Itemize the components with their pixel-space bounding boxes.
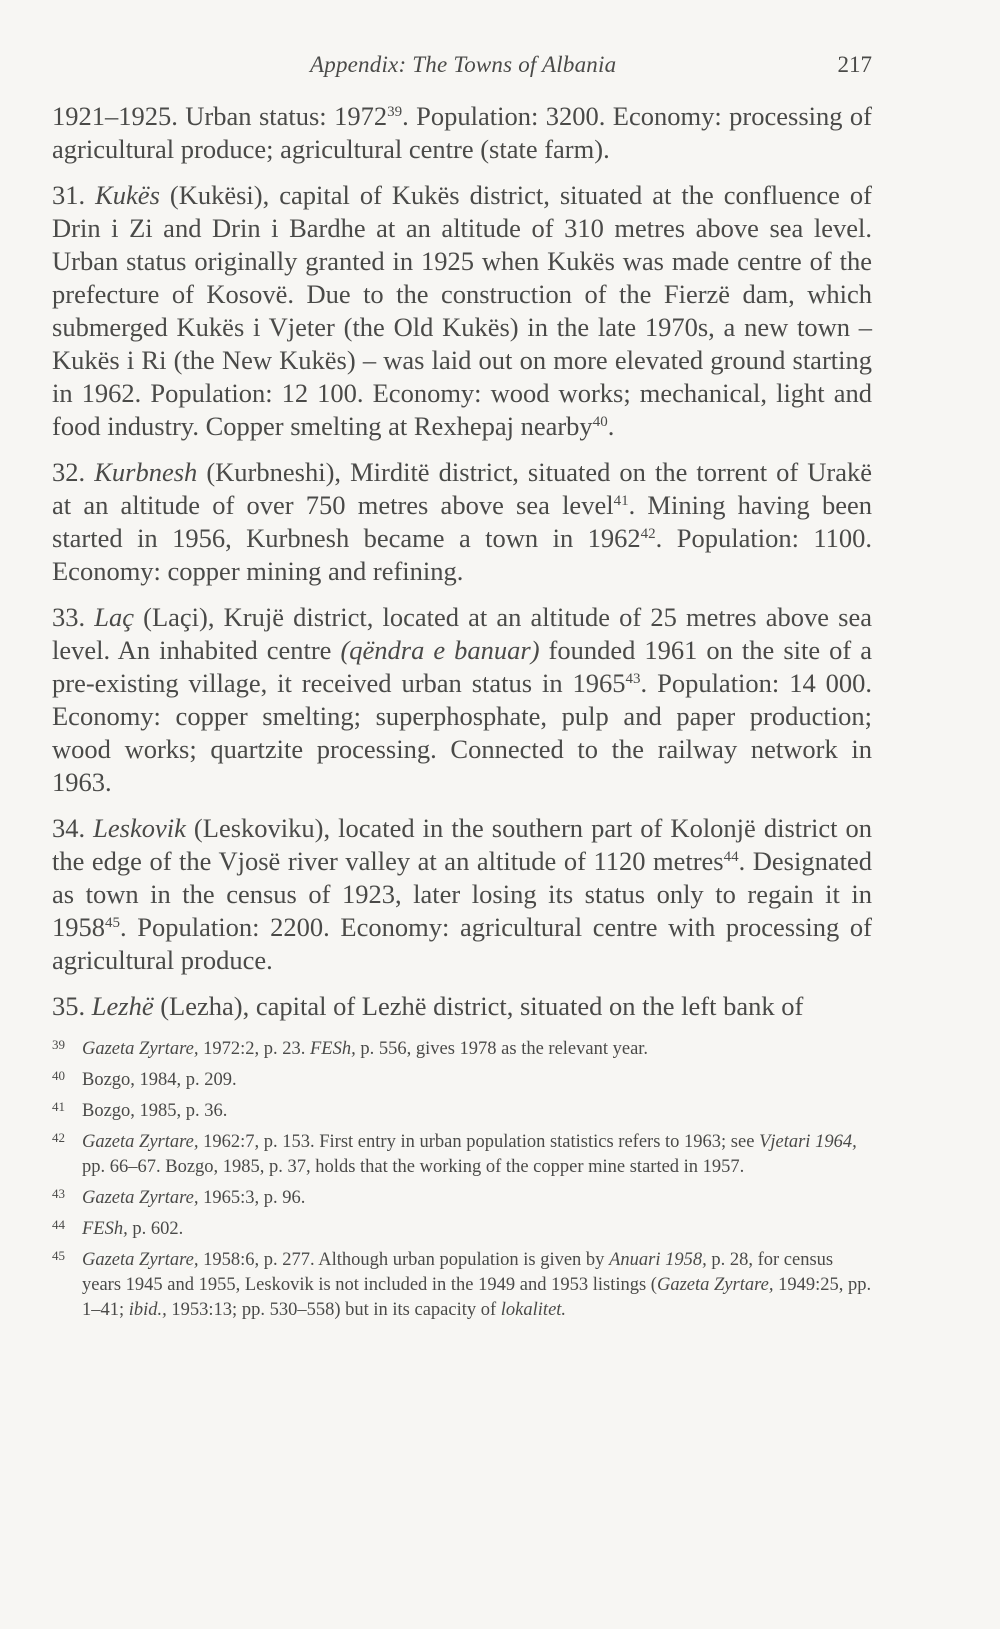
entry-number: 31. xyxy=(52,180,86,210)
main-text xyxy=(52,100,872,1036)
text-run: p. 602. xyxy=(127,1219,184,1239)
footnote-ref: 40 xyxy=(592,414,608,430)
text-run: 1965:3, p. 96. xyxy=(198,1188,306,1208)
entry-kurbnesh xyxy=(52,456,872,588)
footnote-number: 45 xyxy=(52,1248,65,1263)
text-run: . xyxy=(607,411,615,441)
citation-title: FESh, xyxy=(82,1219,128,1239)
town-name: Kurbnesh xyxy=(94,457,198,487)
text-run: . Population: 1100. Economy: copper mining and refining. xyxy=(52,523,873,586)
footnote-number: 44 xyxy=(52,1217,65,1232)
footnote-ref: 45 xyxy=(105,915,120,931)
text-run: . Mining having been started in 1956, Kurbnesh became a town in 1962 xyxy=(52,490,872,553)
citation-title: FESh, xyxy=(310,1039,356,1059)
text-run: (Laçi), Krujë district, located at an altitude of 25 metres above sea level. An inhabited centre xyxy=(52,602,872,665)
text-run: 1949:25, pp. 1–41; xyxy=(82,1275,872,1320)
town-name: Lezhë xyxy=(91,991,154,1021)
albanian-term: (qëndra e banuar) xyxy=(340,635,540,665)
page-number: 217 xyxy=(837,52,872,77)
footnotes xyxy=(52,1037,872,1329)
footnote-ref: 39 xyxy=(387,104,403,120)
text-run: 1921–1925. Urban status: 1972 xyxy=(52,101,388,131)
running-title: Appendix: The Towns of Albania xyxy=(310,52,617,77)
text-run: (Lezha), capital of Lezhë district, situated on the left bank of xyxy=(153,991,804,1021)
text-run: 1958:6, p. 277. Although urban population is given by xyxy=(198,1250,610,1270)
text-run: . Population: 2200. Economy: agricultural centre with processing of agricultural produce. xyxy=(52,912,872,975)
text-run: 1962:7, p. 153. First entry in urban population statistics refers to 1963; see xyxy=(198,1132,760,1152)
citation-title: ibid., xyxy=(128,1300,167,1320)
entry-number: 34. xyxy=(52,813,86,843)
entry-number: 32. xyxy=(52,457,86,487)
citation-title: Gazeta Zyrtare, xyxy=(82,1250,199,1270)
town-name: Leskovik xyxy=(93,813,186,843)
footnote-number: 42 xyxy=(52,1130,65,1145)
footnote-ref: 44 xyxy=(723,849,739,865)
text-run: . Population: 3200. Economy: processing of agricultural produce; agricultural centre (state farm). xyxy=(52,101,872,164)
text-run: founded 1961 on the site of a pre-existing village, it received urban status in 1965 xyxy=(52,635,872,698)
paragraph-continuation xyxy=(52,100,872,166)
citation-title: Anuari 1958, xyxy=(609,1250,707,1270)
text-run: 1972:2, p. 23. xyxy=(198,1039,310,1059)
page-header xyxy=(52,52,872,92)
text-run: (Kukësi), capital of Kukës district, situated at the confluence of Drin i Zi and Drin i Bardhe at an altitude of 310 metres above sea level. Urban status originally granted in 1925 when Kukës was made centre of the prefecture of Kosovë. Due to the construction of the Fierzë dam, which submerged Kukës i Vjeter (the Old Kukës) in the late 1970s, a new town – Kukës i Ri (the New Kukës) – was laid out on more elevated ground starting in 1962. Population: 12 100. Economy: wood works; mechanical, light and food industry. Copper smelting at Rexhepaj nearby xyxy=(52,180,873,441)
entry-leskovik xyxy=(52,812,872,977)
citation-title: Gazeta Zyrtare, xyxy=(656,1275,774,1295)
town-name: Kukës xyxy=(95,180,160,210)
footnote-ref: 41 xyxy=(613,493,629,509)
footnote-41 xyxy=(52,1099,872,1124)
text-run: Bozgo, 1985, p. 36. xyxy=(82,1101,228,1121)
footnote-number: 39 xyxy=(52,1037,65,1052)
town-name: Laç xyxy=(94,602,135,632)
footnote-44 xyxy=(52,1217,872,1242)
footnote-43 xyxy=(52,1186,872,1211)
entry-kukes xyxy=(52,179,872,443)
footnote-number: 41 xyxy=(52,1099,65,1114)
footnote-39 xyxy=(52,1037,872,1062)
text-run: 1953:13; pp. 530–558) but in its capacity of xyxy=(166,1300,501,1320)
citation-title: Gazeta Zyrtare, xyxy=(82,1039,199,1059)
entry-number: 33. xyxy=(52,602,86,632)
text-run: Bozgo, 1984, p. 209. xyxy=(82,1070,237,1090)
footnote-40 xyxy=(52,1068,872,1093)
footnote-number: 43 xyxy=(52,1186,65,1201)
entry-lezhe xyxy=(52,990,872,1023)
text-run: . Population: 14 000. Economy: copper smelting; superphosphate, pulp and paper production; wood works; quartzite processing. Connected to the railway network in 1963. xyxy=(52,668,872,797)
entry-lac xyxy=(52,601,872,799)
entry-number: 35. xyxy=(52,991,86,1021)
footnote-ref: 43 xyxy=(625,671,641,687)
citation-title: Vjetari 1964, xyxy=(759,1132,857,1152)
citation-title: Gazeta Zyrtare, xyxy=(82,1132,199,1152)
text-run: p. 556, gives 1978 as the relevant year. xyxy=(355,1039,649,1059)
citation-title: lokalitet. xyxy=(500,1300,567,1320)
footnote-ref: 42 xyxy=(640,526,656,542)
text-run: (Kurbneshi), Mirditë district, situated on the torrent of Urakë at an altitude of over 750 metres above sea level xyxy=(52,457,873,520)
text-run: pp. 66–67. Bozgo, 1985, p. 37, holds that the working of the copper mine started in 1957. xyxy=(82,1157,745,1177)
footnote-42 xyxy=(52,1130,872,1180)
text-run: p. 28, for census years 1945 and 1955, Leskovik is not included in the 1949 and 1953 listings ( xyxy=(82,1250,834,1295)
footnote-45 xyxy=(52,1248,872,1323)
footnote-number: 40 xyxy=(52,1068,65,1083)
citation-title: Gazeta Zyrtare, xyxy=(82,1188,199,1208)
text-run: (Leskoviku), located in the southern part of Kolonjë district on the edge of the Vjosë river valley at an altitude of 1120 metres xyxy=(52,813,872,876)
text-run: . Designated as town in the census of 1923, later losing its status only to regain it in 1958 xyxy=(52,846,872,942)
